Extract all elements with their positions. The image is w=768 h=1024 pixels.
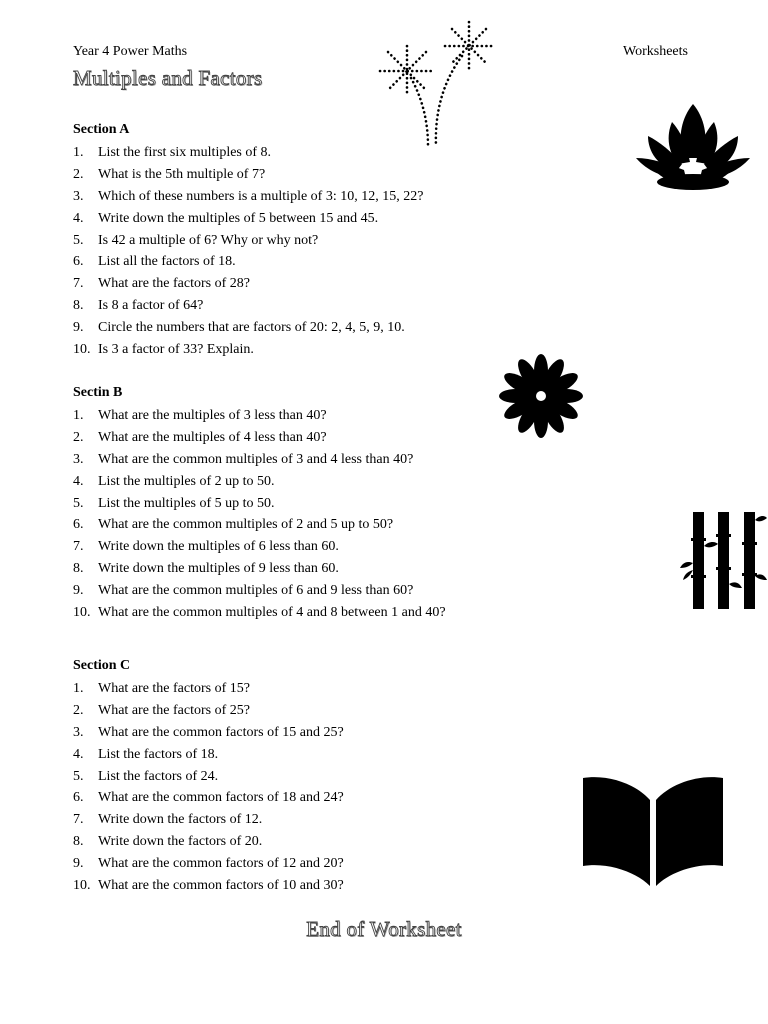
question-text: List the factors of 18. [98,746,219,762]
question-text: List the multiples of 5 up to 50. [98,495,275,511]
question-number: 5. [73,495,84,511]
question-text: Write down the multiples of 6 less than 60. [98,539,339,555]
question-number: 3. [73,188,84,204]
question-number: 6. [73,790,84,806]
question-item [73,514,593,536]
header-right: Worksheets [623,44,688,59]
question-number: 8. [73,561,84,577]
question-number: 4. [73,210,84,226]
question-text: What are the common multiples of 2 and 5 up to 50? [98,517,394,533]
question-number: 3. [73,724,84,740]
question-item [73,787,593,809]
question-item [73,700,593,722]
question-number: 10. [73,342,91,358]
question-number: 4. [73,746,84,762]
question-text: What are the common factors of 12 and 20? [98,856,344,872]
question-item [73,142,593,164]
question-item [73,580,593,602]
question-item [73,602,593,624]
question-item [73,186,593,208]
question-number: 1. [73,681,84,696]
question-text: What are the common multiples of 4 and 8 between 1 and 40? [98,605,446,621]
question-number: 1. [73,145,84,160]
question-text: List all the factors of 18. [98,254,236,270]
question-number: 1. [73,408,84,423]
question-number: 9. [73,856,84,872]
question-text: Which of these numbers is a multiple of 3: 10, 12, 15, 22? [98,188,424,204]
question-item [73,273,593,295]
question-number: 7. [73,539,84,555]
bamboo-icon [678,508,768,612]
question-number: 6. [73,517,84,533]
section-title: Section C [73,658,131,673]
question-text: What are the common multiples of 3 and 4 less than 40? [98,451,414,467]
question-number: 6. [73,254,84,270]
question-number: 7. [73,812,84,828]
question-item [73,536,593,558]
page-title: Multiples and Factors [73,66,263,90]
question-number: 3. [73,451,84,467]
question-item [73,230,593,252]
question-item [73,164,593,186]
question-item [73,853,593,875]
question-text: What are the common multiples of 6 and 9 less than 60? [98,583,414,599]
question-item [73,493,593,515]
question-number: 2. [73,429,84,445]
question-number: 5. [73,232,84,248]
question-item [73,678,593,700]
end-of-worksheet: End of Worksheet [306,917,462,941]
question-number: 2. [73,702,84,718]
flower-icon [498,354,584,438]
question-number: 10. [73,878,91,894]
question-text: Is 8 a factor of 64? [98,298,204,314]
question-number: 9. [73,583,84,599]
question-text: Write down the multiples of 9 less than 60. [98,561,339,577]
question-item [73,295,593,317]
question-number: 4. [73,473,84,489]
section-a [73,120,593,361]
section-c [73,656,593,897]
question-number: 8. [73,298,84,314]
question-item [73,809,593,831]
question-number: 2. [73,166,84,182]
question-text: What are the factors of 28? [98,276,250,292]
open-book-icon [580,774,726,890]
question-text: Write down the multiples of 5 between 15 and 45. [98,210,379,226]
question-item [73,875,593,897]
question-item [73,558,593,580]
question-text: List the multiples of 2 up to 50. [98,473,275,489]
question-text: Write down the factors of 20. [98,834,263,850]
question-item [73,251,593,273]
question-item [73,449,593,471]
lotus-icon [634,100,752,192]
question-text: List the first six multiples of 8. [98,145,272,160]
question-number: 5. [73,768,84,784]
question-item [73,208,593,230]
question-number: 8. [73,834,84,850]
question-number: 10. [73,605,91,621]
question-text: Is 42 a multiple of 6? Why or why not? [98,232,319,248]
question-number: 7. [73,276,84,292]
question-text: What are the factors of 25? [98,702,250,718]
question-text: What are the common factors of 10 and 30? [98,878,344,894]
question-text: Write down the factors of 12. [98,812,263,828]
section-title: Section A [73,122,130,137]
question-item [73,471,593,493]
question-text: Is 3 a factor of 33? Explain. [98,342,254,358]
section-title: Sectin B [73,385,123,400]
question-item [73,317,593,339]
header-left: Year 4 Power Maths [73,44,188,59]
question-item [73,766,593,788]
question-item [73,831,593,853]
question-text: What is the 5th multiple of 7? [98,166,266,182]
question-text: What are the common factors of 15 and 25? [98,724,344,740]
question-text: Circle the numbers that are factors of 20: 2, 4, 5, 9, 10. [98,320,405,336]
question-item [73,744,593,766]
question-text: What are the multiples of 4 less than 40? [98,429,327,445]
question-text: What are the multiples of 3 less than 40? [98,408,327,423]
question-text: What are the factors of 15? [98,681,250,696]
question-number: 9. [73,320,84,336]
question-text: List the factors of 24. [98,768,219,784]
question-item [73,722,593,744]
fireworks-icon [372,14,504,150]
question-text: What are the common factors of 18 and 24? [98,790,344,806]
